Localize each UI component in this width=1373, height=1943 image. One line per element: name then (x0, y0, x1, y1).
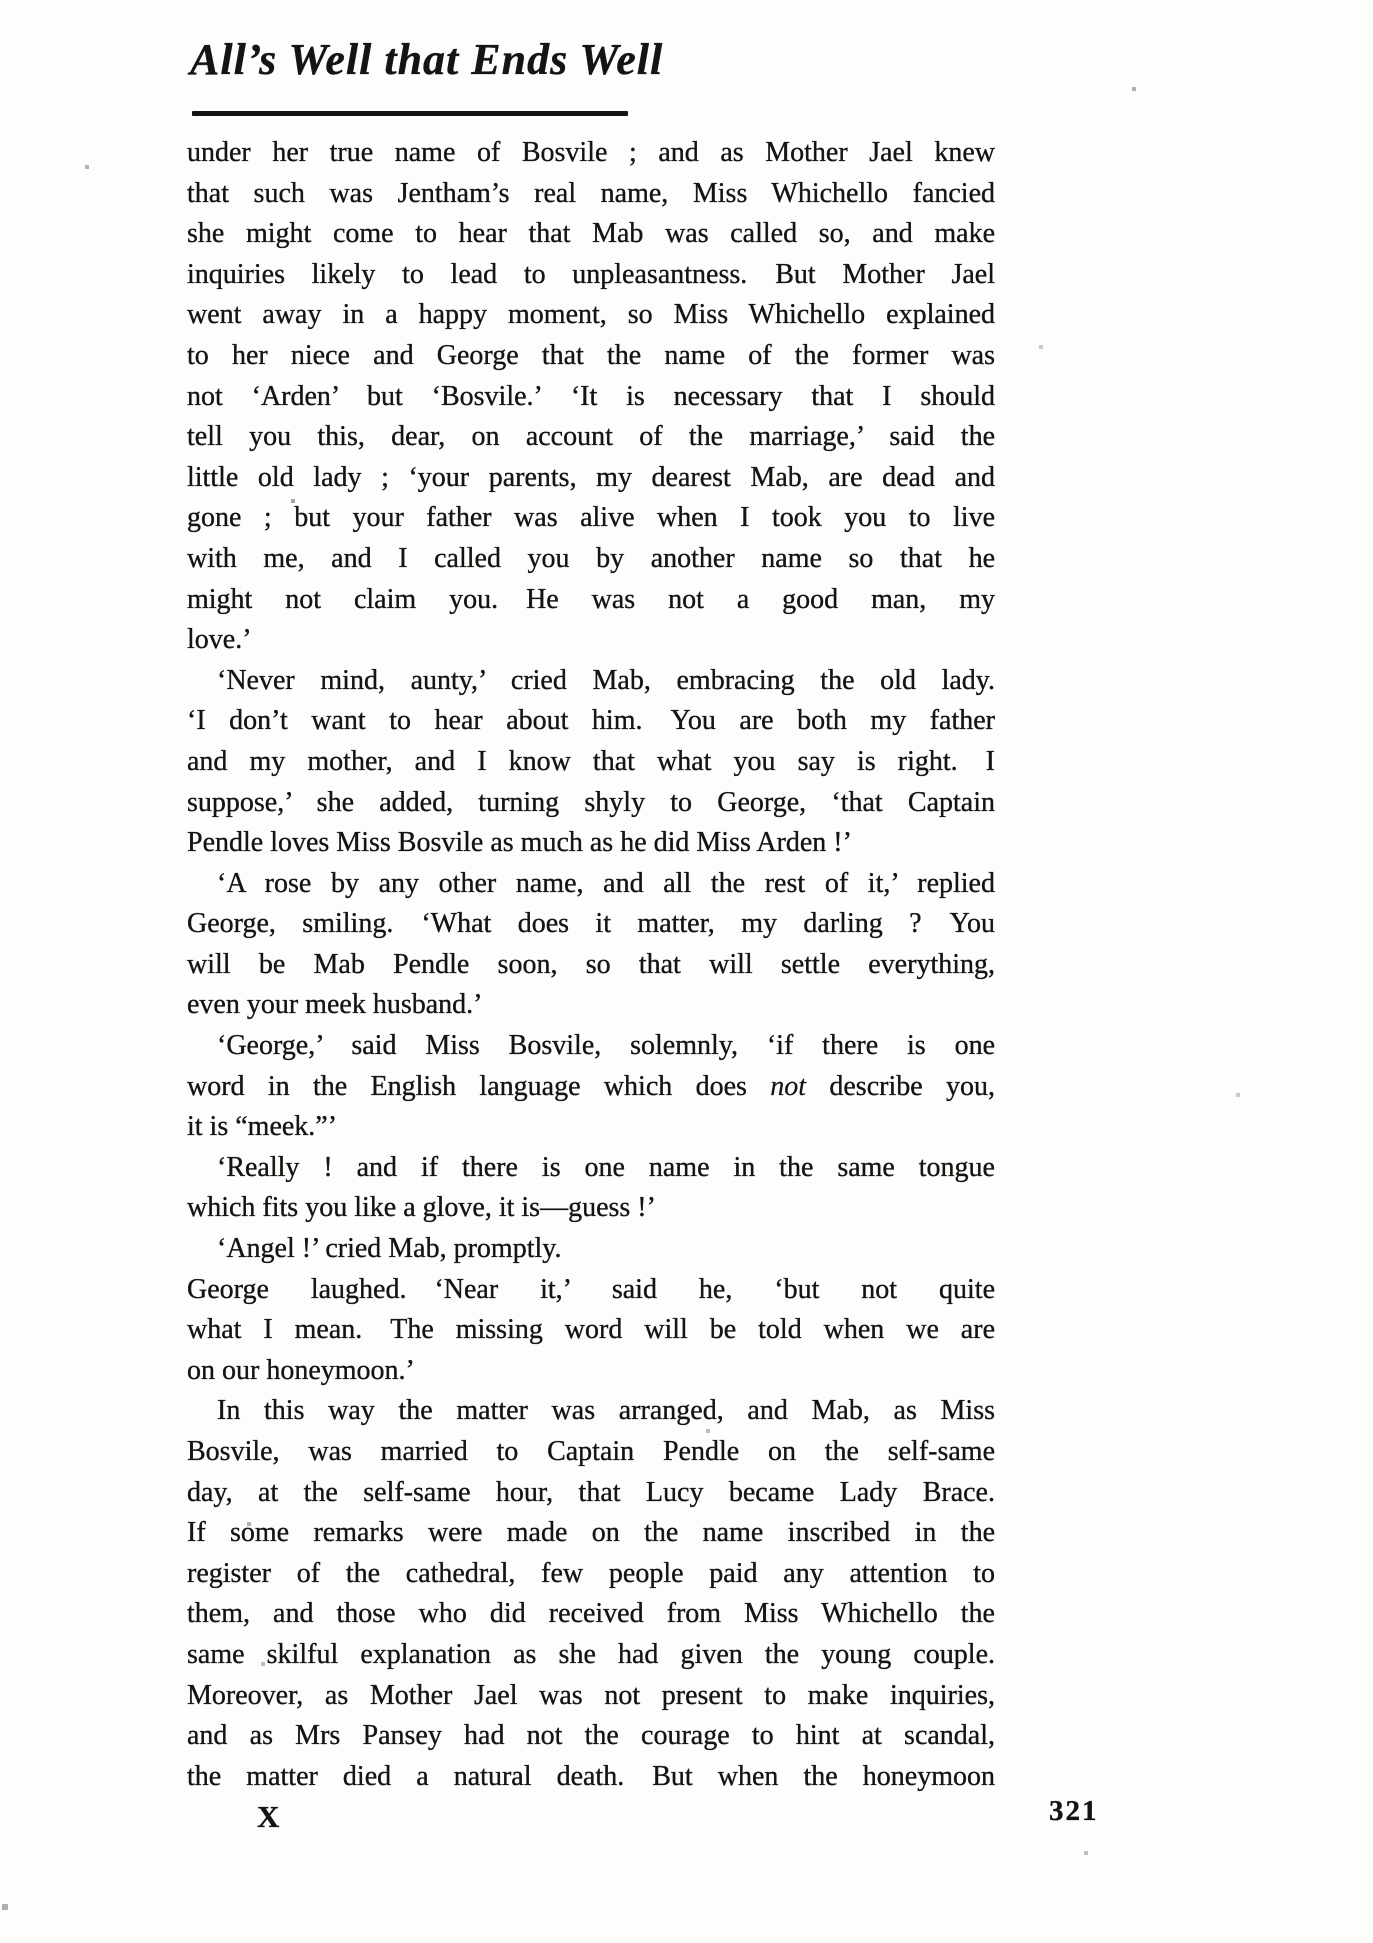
text-line: and my mother, and I know that what you say is right. I (187, 745, 995, 777)
text-line: ‘George,’ said Miss Bosvile, solemnly, ‘if there is one (217, 1030, 995, 1062)
text-line: ‘Really ! and if there is one name in the same tongue (217, 1151, 995, 1183)
text-line: ‘A rose by any other name, and all the rest of it,’ replied (217, 867, 995, 899)
text-line: ‘Angel !’ cried Mab, promptly. (217, 1233, 562, 1265)
text-line: In this way the matter was arranged, and Mab, as Miss (217, 1395, 995, 1427)
page-number: 321 (1049, 1795, 1099, 1827)
text-line: inquiries likely to lead to unpleasantness. But Mother Jael (187, 258, 995, 290)
text-line: what I mean. The missing word will be told when we are (187, 1314, 995, 1346)
text-line: with me, and I called you by another name so that he (187, 542, 995, 574)
text-line: Pendle loves Miss Bosvile as much as he did Miss Arden !’ (187, 827, 852, 859)
text-line: might not claim you. He was not a good man, my (187, 583, 995, 615)
text-line: to her niece and George that the name of the former was (187, 339, 995, 371)
text-line: George, smiling. ‘What does it matter, my darling ? You (187, 908, 995, 940)
text-line: register of the cathedral, few people paid any attention to (187, 1557, 995, 1589)
text-line: the matter died a natural death. But when the honeymoon (187, 1760, 995, 1792)
text-line: little old lady ; ‘your parents, my dearest Mab, are dead and (187, 461, 995, 493)
text-line: which fits you like a glove, it is—guess !’ (187, 1192, 656, 1224)
paragraph (187, 1026, 995, 1148)
paragraph (187, 1229, 995, 1270)
text-line: ‘I don’t want to hear about him. You are both my father (187, 705, 995, 737)
paragraph (187, 1270, 995, 1392)
text-line: not ‘Arden’ but ‘Bosvile.’ ‘It is necessary that I should (187, 380, 995, 412)
text-line: will be Mab Pendle soon, so that will settle everything, (187, 948, 995, 980)
text-line: that such was Jentham’s real name, Miss Whichello fancied (187, 177, 995, 209)
body-text (187, 133, 995, 1797)
text-line: suppose,’ she added, turning shyly to George, ‘that Captain (187, 786, 995, 818)
text-line: If some remarks were made on the name inscribed in the (187, 1517, 995, 1549)
text-line: she might come to hear that Mab was called so, and make (187, 218, 995, 250)
text-line: under her true name of Bosvile ; and as Mother Jael knew (187, 137, 995, 168)
text-line: it is “meek.”’ (187, 1111, 338, 1143)
paragraph (187, 1391, 995, 1797)
paragraph (187, 1148, 995, 1229)
text-line: Moreover, as Mother Jael was not present to make inquiries, (187, 1679, 995, 1711)
title-rule (192, 111, 628, 116)
text-line: ‘Never mind, aunty,’ cried Mab, embracing the old lady. (217, 664, 995, 696)
text-line: word in the English language which does not describe you, (187, 1070, 995, 1102)
paragraph (187, 133, 995, 661)
text-line: Bosvile, was married to Captain Pendle on the self-same (187, 1436, 995, 1467)
text-line: day, at the self-same hour, that Lucy became Lady Brace. (187, 1476, 995, 1508)
text-line: same skilful explanation as she had given the young couple. (187, 1638, 995, 1670)
page-title: All’s Well that Ends Well (190, 35, 664, 84)
text-line: went away in a happy moment, so Miss Whichello explained (187, 299, 995, 331)
text-line: George laughed. ‘Near it,’ said he, ‘but not quite (187, 1273, 995, 1305)
text-line: tell you this, dear, on account of the marriage,’ said the (187, 421, 995, 453)
text-line: love.’ (187, 624, 252, 656)
paragraph (187, 661, 995, 864)
paragraph (187, 864, 995, 1026)
text-line: gone ; but your father was alive when I took you to live (187, 502, 995, 534)
signature-mark: X (257, 1799, 280, 1834)
text-line: even your meek husband.’ (187, 989, 483, 1021)
text-line: them, and those who did received from Miss Whichello the (187, 1598, 995, 1630)
text-line: and as Mrs Pansey had not the courage to hint at scandal, (187, 1720, 995, 1752)
text-line: on our honeymoon.’ (187, 1354, 415, 1386)
scan-specks (0, 0, 2, 2)
